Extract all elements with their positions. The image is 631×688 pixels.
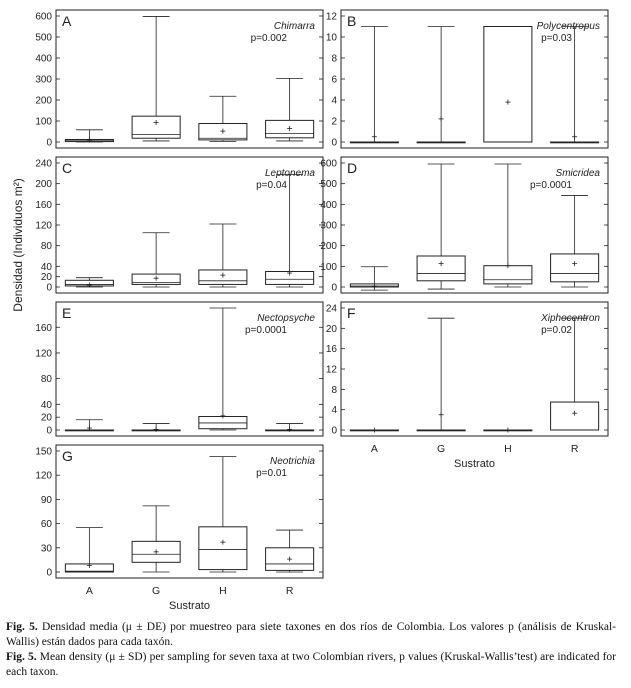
- caption-en-text: Mean density (μ ± SD) per sampling for seven taxa at two Colombian rivers, p values (Kruskal-Wallis’test) are indicated for each taxon.: [6, 651, 617, 678]
- box-h: [484, 27, 532, 143]
- pvalue-label: p=0.01: [256, 468, 287, 479]
- pvalue-label: p=0.03: [541, 33, 572, 44]
- panel-letter: D: [347, 160, 358, 176]
- y-tick-label: 10: [325, 32, 337, 44]
- figure-caption: [6, 620, 616, 680]
- box-h: [484, 428, 532, 433]
- y-tick-label: 80: [40, 241, 52, 253]
- caption-es-label: Fig. 5.: [6, 621, 38, 633]
- box-iqr: [484, 27, 532, 143]
- y-tick-label: 12: [325, 364, 337, 376]
- y-tick-label: 240: [35, 158, 52, 170]
- box-r: [266, 424, 314, 432]
- panel-e: [35, 302, 323, 437]
- box-g: [132, 233, 180, 287]
- y-tick-label: 8: [331, 53, 337, 65]
- box-iqr: [199, 527, 247, 570]
- x-tick-label: G: [152, 585, 161, 597]
- y-tick-label: 120: [35, 348, 52, 360]
- box-a: [65, 420, 113, 431]
- y-tick-label: 12: [325, 11, 337, 23]
- y-tick-label: 400: [320, 199, 337, 211]
- taxon-label: Leptonema: [264, 168, 315, 179]
- y-tick-label: 300: [320, 220, 337, 232]
- taxon-label: Chimarra: [273, 21, 315, 32]
- pvalue-label: p=0.0001: [530, 180, 572, 191]
- y-tick-label: 200: [35, 179, 52, 191]
- y-tick-label: 30: [40, 543, 52, 555]
- y-tick-label: 200: [320, 241, 337, 253]
- y-tick-label: 4: [331, 95, 337, 107]
- panel-b: [326, 10, 608, 149]
- box-iqr: [484, 266, 532, 284]
- y-tick-label: 80: [40, 374, 52, 386]
- x-tick-label: A: [85, 585, 93, 597]
- x-axis-label: Sustrato: [169, 600, 210, 610]
- box-r: [266, 530, 314, 572]
- y-tick-label: 0: [46, 282, 52, 294]
- panel-g: [35, 445, 323, 610]
- panel-letter: G: [62, 448, 73, 464]
- taxon-label: Polycentropus: [536, 21, 600, 32]
- y-tick-label: 400: [35, 53, 52, 65]
- pvalue-label: p=0.0001: [245, 325, 287, 336]
- box-h: [484, 164, 532, 287]
- y-tick-label: 120: [35, 470, 52, 482]
- taxon-label: Neotrichia: [269, 456, 315, 467]
- y-tick-label: 40: [40, 399, 52, 411]
- box-h: [199, 457, 247, 572]
- y-tick-label: 0: [46, 567, 52, 579]
- caption-es-text: Densidad media (μ ± DE) por muestreo para siete taxones en dos ríos de Colombia. Los valores p (análisis de Kruskal-Wallis) están dados para cada taxón.: [6, 621, 616, 648]
- y-tick-label: 200: [35, 95, 52, 107]
- x-tick-label: H: [504, 443, 512, 455]
- y-tick-label: 500: [35, 32, 52, 44]
- pvalue-label: p=0.04: [256, 180, 287, 191]
- pvalue-label: p=0.02: [541, 325, 572, 336]
- x-axis-label: Sustrato: [454, 458, 495, 470]
- x-tick-label: H: [219, 585, 227, 597]
- box-h: [199, 224, 247, 287]
- y-tick-label: 0: [331, 425, 337, 437]
- panel-c: [35, 157, 323, 294]
- caption-en-label: Fig. 5.: [6, 651, 37, 663]
- box-g: [417, 164, 465, 289]
- y-tick-label: 500: [320, 179, 337, 191]
- box-g: [132, 16, 180, 141]
- y-tick-label: 100: [320, 261, 337, 273]
- box-r: [266, 78, 314, 141]
- y-tick-label: 40: [40, 261, 52, 273]
- box-a: [350, 27, 398, 143]
- box-g: [417, 318, 465, 431]
- box-h: [199, 96, 247, 141]
- y-tick-label: 600: [320, 158, 337, 170]
- y-tick-label: 16: [325, 344, 337, 356]
- y-tick-label: 120: [35, 220, 52, 232]
- panel-a: [35, 10, 323, 149]
- caption-english: [6, 650, 616, 679]
- box-a: [65, 528, 113, 572]
- panel-d: [320, 157, 608, 294]
- y-tick-label: 600: [35, 11, 52, 23]
- box-g: [417, 27, 465, 143]
- x-tick-label: A: [370, 443, 378, 455]
- y-tick-label: 300: [35, 74, 52, 86]
- box-a: [65, 130, 113, 143]
- box-h: [199, 308, 247, 430]
- box-a: [350, 428, 398, 433]
- y-tick-label: 24: [325, 303, 337, 315]
- panel-f: [326, 302, 608, 470]
- y-tick-label: 0: [331, 137, 337, 149]
- y-tick-label: 160: [35, 199, 52, 211]
- y-tick-label: 20: [40, 412, 52, 424]
- box-iqr: [551, 402, 599, 430]
- y-tick-label: 6: [331, 74, 337, 86]
- taxon-label: Nectopsyche: [257, 313, 315, 324]
- box-r: [551, 195, 599, 287]
- y-tick-label: 160: [35, 322, 52, 334]
- y-tick-label: 4: [331, 405, 337, 417]
- panel-letter: F: [347, 305, 356, 321]
- y-tick-label: 90: [40, 494, 52, 506]
- y-tick-label: 8: [331, 384, 337, 396]
- panel-letter: E: [62, 305, 72, 321]
- y-tick-label: 100: [35, 116, 52, 128]
- y-tick-label: 0: [331, 282, 337, 294]
- taxon-label: Xiphocentron: [541, 313, 600, 324]
- box-a: [350, 267, 398, 290]
- box-g: [132, 506, 180, 572]
- panel-letter: C: [62, 160, 73, 176]
- box-iqr: [417, 256, 465, 281]
- y-tick-label: 20: [325, 323, 337, 335]
- y-axis-label: Densidad (Individuos m²): [11, 178, 25, 312]
- box-a: [65, 278, 113, 288]
- panel-letter: A: [62, 13, 72, 29]
- box-r: [266, 174, 314, 287]
- caption-spanish: [6, 620, 616, 649]
- y-tick-label: 150: [35, 446, 52, 458]
- pvalue-label: p=0.002: [250, 33, 287, 44]
- x-tick-label: R: [570, 443, 579, 455]
- box-iqr: [551, 254, 599, 282]
- y-tick-label: 60: [40, 519, 52, 531]
- y-tick-label: 0: [46, 425, 52, 437]
- box-g: [132, 424, 180, 432]
- taxon-label: Smicridea: [555, 168, 600, 179]
- y-tick-label: 2: [331, 116, 337, 128]
- panel-letter: B: [347, 13, 357, 29]
- y-tick-label: 20: [40, 272, 52, 284]
- x-tick-label: G: [437, 443, 446, 455]
- x-tick-label: R: [285, 585, 294, 597]
- y-tick-label: 0: [46, 137, 52, 149]
